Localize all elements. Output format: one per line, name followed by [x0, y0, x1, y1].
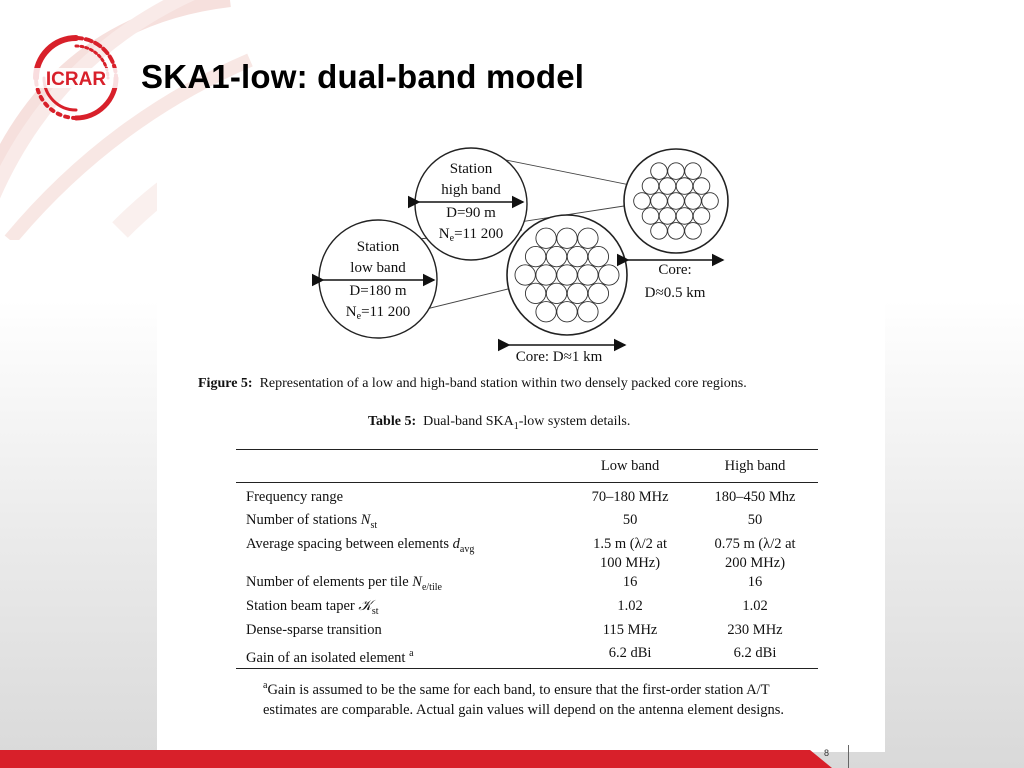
content-panel	[157, 133, 885, 752]
low-band-value-line: 1.02	[617, 597, 643, 614]
row-parameter	[236, 621, 568, 644]
packed-station-circle	[659, 208, 676, 225]
high-band-value	[692, 535, 818, 573]
packed-station-circle	[515, 265, 535, 285]
low-band-value	[568, 483, 692, 512]
table-row	[236, 644, 818, 668]
table-caption-prefix: Dual-band SKA	[423, 414, 514, 429]
packed-station-circle	[642, 208, 659, 225]
packed-station-circle	[546, 283, 566, 303]
low-band-value	[568, 511, 692, 535]
packed-station-circle	[651, 223, 668, 240]
low-band-station-circle	[319, 220, 437, 338]
packed-station-circle	[668, 223, 685, 240]
table-caption	[368, 414, 630, 432]
low-station-elements: $N_e=11$ 200	[345, 304, 411, 322]
table-header-param	[236, 450, 568, 483]
low-band-value-line: 115 MHz	[602, 621, 658, 638]
parameter-name: Gain of an isolated element	[246, 649, 410, 666]
packed-station-circle	[557, 265, 577, 285]
low-band-value	[568, 644, 692, 668]
table-caption-suffix: -low system details.	[518, 414, 631, 429]
packed-station-circle	[546, 246, 566, 266]
low-band-value-line: 6.2 dBi	[608, 644, 652, 661]
row-parameter	[236, 573, 568, 597]
figure-caption	[198, 376, 747, 392]
table-row	[236, 511, 818, 535]
packed-station-circle	[702, 193, 719, 210]
high-band-value	[692, 511, 818, 535]
parameter-subscript: st	[370, 519, 378, 531]
high-band-value	[692, 597, 818, 621]
table-row	[236, 573, 818, 597]
row-parameter	[236, 597, 568, 621]
high-band-value-line: 230 MHz	[727, 621, 783, 638]
high-band-value-line: 0.75 m (λ/2 at	[714, 535, 796, 552]
packed-station-circle	[668, 163, 685, 180]
packed-station-circle	[685, 163, 702, 180]
low-band-value-line: 50	[622, 512, 638, 528]
packed-station-circle	[676, 178, 693, 195]
low-station-label-2: low band	[350, 260, 406, 276]
packed-station-circle	[651, 163, 668, 180]
logo-text: ICRAR	[45, 69, 107, 90]
packed-station-circle	[588, 283, 608, 303]
low-band-value	[568, 573, 692, 597]
table-row	[236, 597, 818, 621]
high-band-value	[692, 573, 818, 597]
packed-station-circle	[693, 178, 710, 195]
footnote-text: Gain is assumed to be the same for each band, to ensure that the first-order station A/T estimates are comparable. Actual gain values will depend on the antenna element designs.	[263, 681, 785, 718]
low-band-value-line: 1.5 m (λ/2 at	[593, 535, 667, 552]
packed-station-circle	[634, 193, 651, 210]
low-band-value-line: 100 MHz)	[600, 554, 661, 571]
low-band-value-line: 70–180 MHz	[591, 489, 669, 505]
packed-station-circle	[676, 208, 693, 225]
small-core-label-1: Core:	[658, 262, 692, 278]
table-footnote	[263, 676, 793, 720]
slide-title: SKA1-low: dual-band model	[141, 58, 585, 95]
table-row	[236, 483, 818, 512]
footer-bar	[0, 750, 810, 768]
high-band-value	[692, 621, 818, 644]
high-band-value-line: 6.2 dBi	[733, 644, 777, 661]
table-header-low-band: Low band	[600, 457, 660, 474]
row-parameter	[236, 535, 568, 573]
packed-station-circle	[599, 265, 619, 285]
packed-station-circle	[536, 228, 556, 248]
table-header-row	[236, 450, 818, 483]
table-caption-label: Table 5:	[368, 414, 417, 429]
packed-station-circle	[567, 246, 587, 266]
page-number: 8	[824, 748, 830, 758]
packed-station-circle	[668, 193, 685, 210]
packed-station-circle	[651, 193, 668, 210]
packed-station-circle	[659, 178, 676, 195]
packed-station-circle	[525, 246, 545, 266]
high-station-label-2: high band	[441, 182, 501, 198]
table-caption-sub: 1	[513, 420, 519, 432]
icrar-logo	[30, 32, 122, 124]
high-station-label-1: Station	[449, 161, 493, 177]
high-station-diameter: D=90 m	[446, 205, 496, 221]
parameter-name: Number of elements per tile	[246, 573, 413, 590]
parameter-symbol: d	[452, 535, 460, 552]
parameter-symbol: 𝒦	[358, 597, 372, 614]
packed-station-circle	[685, 193, 702, 210]
parameter-symbol: N	[412, 573, 422, 590]
packed-station-circle	[567, 283, 587, 303]
table-row	[236, 535, 818, 573]
table-header-high-band: High band	[724, 457, 786, 474]
high-station-elements: $N_e=11$ 200	[438, 226, 504, 244]
high-band-value-line: 16	[747, 573, 763, 590]
low-station-diameter: D=180 m	[349, 283, 407, 299]
footnote-marker: a	[263, 680, 268, 691]
packed-station-circle	[536, 302, 556, 322]
parameter-name: Average spacing between elements	[246, 535, 453, 552]
packed-station-circle	[557, 228, 577, 248]
parameter-footnote-marker: a	[409, 647, 414, 659]
packed-station-circle	[557, 302, 577, 322]
packed-station-circle	[525, 283, 545, 303]
packed-station-circle	[588, 246, 608, 266]
table-row	[236, 621, 818, 644]
figure-caption-text: Representation of a low and high-band station within two densely packed core regions.	[259, 376, 747, 391]
parameter-name: Frequency range	[246, 489, 344, 505]
parameter-subscript: e/tile	[421, 581, 442, 593]
row-parameter	[236, 511, 568, 535]
packed-station-circle	[536, 265, 556, 285]
packed-station-circle	[578, 265, 598, 285]
small-core-label-2: D≈0.5 km	[644, 285, 706, 301]
row-parameter	[236, 644, 568, 668]
packed-station-circle	[578, 228, 598, 248]
system-details-table	[236, 449, 818, 669]
footer-divider	[848, 745, 849, 768]
packed-station-circle	[685, 223, 702, 240]
high-band-value-line: 50	[747, 512, 763, 528]
high-band-value	[692, 483, 818, 512]
low-band-value	[568, 621, 692, 644]
low-band-value-line: 16	[622, 573, 638, 590]
station-core-diagram	[157, 133, 885, 373]
parameter-subscript: avg	[459, 543, 475, 555]
high-band-value-line: 200 MHz)	[725, 554, 786, 571]
high-band-value-line: 1.02	[742, 597, 768, 614]
low-station-label-1: Station	[356, 239, 400, 255]
row-parameter	[236, 483, 568, 512]
parameter-name: Dense-sparse transition	[246, 621, 382, 638]
low-band-value	[568, 597, 692, 621]
packed-station-circle	[578, 302, 598, 322]
high-band-value	[692, 644, 818, 668]
low-band-value	[568, 535, 692, 573]
parameter-name: Station beam taper	[246, 597, 359, 614]
packed-station-circle	[642, 178, 659, 195]
parameter-symbol: N	[360, 512, 371, 528]
packed-station-circle	[693, 208, 710, 225]
figure-caption-label: Figure 5:	[198, 376, 253, 391]
high-band-value-line: 180–450 Mhz	[714, 489, 796, 505]
parameter-name: Number of stations	[246, 512, 361, 528]
parameter-subscript: st	[371, 605, 379, 617]
large-core-label: Core: D≈1 km	[515, 349, 603, 365]
